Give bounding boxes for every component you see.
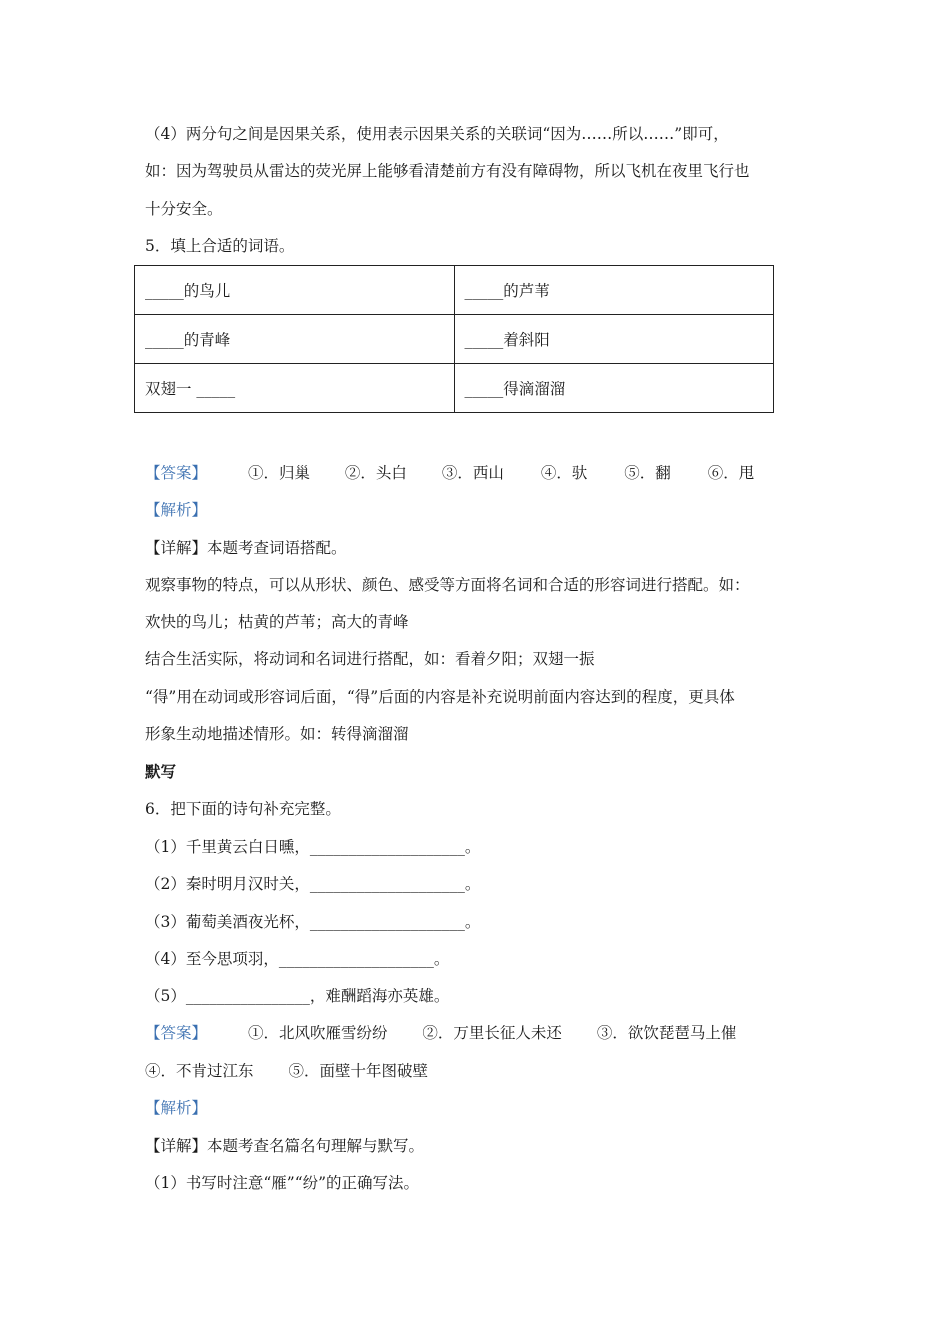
table-row	[135, 266, 774, 315]
q6-item: （2）秦时明月汉时关，____________________。	[145, 875, 481, 893]
q6-item: （5）________________，难酬蹈海亦英雄。	[145, 987, 450, 1005]
detail-line: 欢快的鸟儿；枯黄的芦苇；高大的青峰	[145, 613, 409, 631]
detail-line: 观察事物的特点，可以从形状、颜色、感受等方面将名词和合适的形容词进行搭配。如：	[145, 576, 750, 594]
table-row	[135, 364, 774, 413]
intro-line-3: 十分安全。	[145, 200, 223, 218]
q5-answer-line	[145, 463, 754, 483]
q6-item: （3）葡萄美酒夜光杯，____________________。	[145, 913, 481, 931]
answer-tag: 【答案】	[145, 464, 208, 482]
table-cell: _____的鸟儿	[135, 266, 455, 315]
table-cell: _____着斜阳	[454, 315, 774, 364]
answer-item: ⑤．面壁十年图破壁	[288, 1062, 428, 1080]
intro-line-2: 如：因为驾驶员从雷达的荧光屏上能够看清楚前方有没有障碍物，所以飞机在夜里飞行也	[145, 162, 750, 180]
table-row	[135, 315, 774, 364]
answer-item: ⑥．甩	[707, 464, 755, 482]
answer-item: ④．不肯过江东	[145, 1062, 254, 1080]
detail-line: 形象生动地描述情形。如：转得滴溜溜	[145, 725, 409, 743]
q5-title: 5．填上合适的词语。	[145, 237, 295, 255]
detail-line: 结合生活实际，将动词和名词进行搭配，如：看着夕阳；双翅一振	[145, 650, 595, 668]
q6-item: （1）千里黄云白日曛，____________________。	[145, 838, 481, 856]
answer-item: ①．归巢	[247, 464, 310, 482]
answer-item: ⑤．翻	[624, 464, 671, 482]
answer-item: ①．北风吹雁雪纷纷	[247, 1024, 388, 1042]
answer-item: ②．万里长征人未还	[422, 1024, 562, 1042]
q5-fill-table	[134, 265, 774, 413]
detail-line: （1）书写时注意“雁”“纷”的正确写法。	[145, 1174, 420, 1192]
table-cell: _____的青峰	[135, 315, 455, 364]
answer-item: ④．驮	[540, 464, 588, 482]
table-cell: _____的芦苇	[454, 266, 774, 315]
detail-line: 【详解】本题考查词语搭配。	[145, 539, 347, 557]
answer-item: ②．头白	[344, 464, 407, 482]
q6-item: （4）至今思项羽，____________________。	[145, 950, 450, 968]
table-cell: _____得滴溜溜	[454, 364, 774, 413]
intro-line-1: （4）两分句之间是因果关系，使用表示因果关系的关联词“因为……所以……”即可，	[145, 125, 729, 143]
section-heading: 默写	[145, 763, 177, 781]
answer-item: ③．西山	[441, 464, 504, 482]
q6-answer-line-2	[145, 1061, 428, 1081]
analysis-tag: 【解析】	[145, 501, 208, 519]
detail-line: “得”用在动词或形容词后面，“得”后面的内容是补充说明前面内容达到的程度，更具体	[145, 688, 735, 706]
answer-tag: 【答案】	[145, 1024, 208, 1042]
table-cell: 双翅一 _____	[135, 364, 455, 413]
q6-answer-line-1	[145, 1023, 736, 1043]
analysis-tag: 【解析】	[145, 1099, 208, 1117]
q6-title: 6．把下面的诗句补充完整。	[145, 800, 341, 818]
detail-line: 【详解】本题考查名篇名句理解与默写。	[145, 1137, 425, 1155]
answer-item: ③．欲饮琵琶马上催	[596, 1024, 737, 1042]
